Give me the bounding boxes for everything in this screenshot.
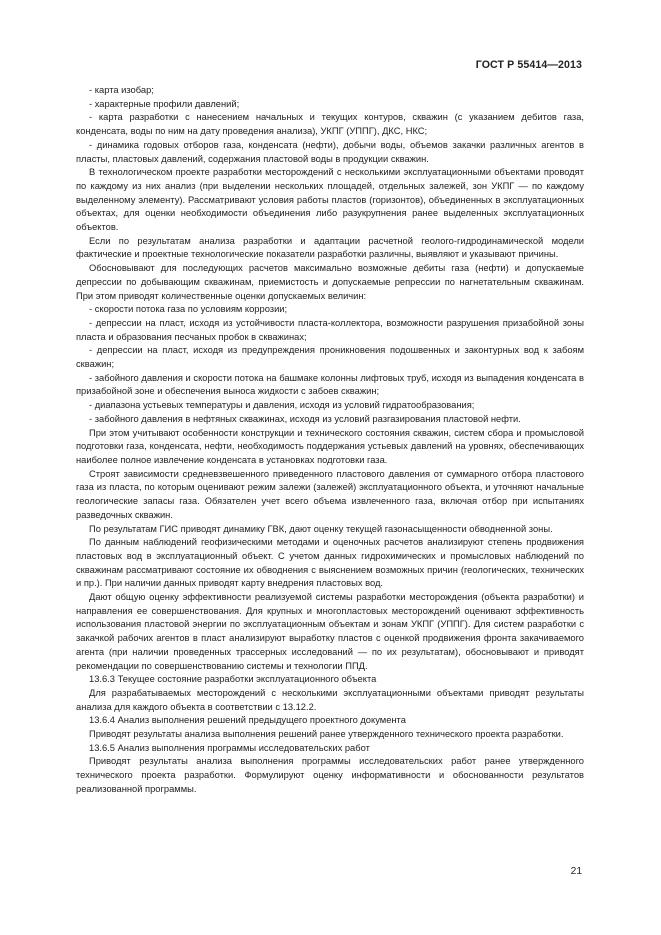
document-body (76, 84, 584, 797)
paragraph: Приводят результаты анализа выполнения решений ранее утвержденного технического проекта разработки. (89, 729, 564, 740)
list-item-production-dynamics: - динамика годовых отборов газа, конденсата (нефти), добычи воды, объемов закачки различных агентов в пласты, пластовых давлений, содержания пластовой воды в продукции скважин. (76, 139, 584, 164)
section-heading-13-6-4: 13.6.4 Анализ выполнения решений предыдущего проектного документа (89, 715, 406, 726)
page-number: 21 (570, 866, 582, 877)
paragraph: Если по результатам анализа разработки и адаптации расчетной геолого-гидродинамической модели фактические и проектные технологические показатели разработки различны, выявляют и указывают причины. (76, 235, 584, 260)
paragraph: Дают общую оценку эффективности реализуемой системы разработки месторождения (объекта разработки) и направления ее совершенствования. Для крупных и многопластовых месторождений оценивают эффективность использования пластовой энергии по эксплуатационным объектам и зонам УКПГ (УППГ). Для систем разработки с закачкой рабочих агентов в пласт анализируют выработку пластов с оценкой продвижения фронта закачиваемого агента (при наличии проведенных трассерных исследований — по их результатам), обосновывают и приводят рекомендации по совершенствованию системы и технологии ППД. (76, 592, 584, 671)
paragraph: Приводят результаты анализа выполнения программы исследовательских работ ранее утвержденного технического проекта разработки. Формулируют оценку информативности и обоснованности результатов реализованной программы. (76, 756, 584, 794)
list-item: - депрессии на пласт, исходя из устойчивости пласта-коллектора, возможности разрушения призабойной зоны пласта и образования песчаных пробок в скважинах; (76, 317, 584, 342)
list-item-isobar-map: - карта изобар; (89, 85, 154, 95)
list-item-development-map: - карта разработки с нанесением начальных и текущих контуров, скважин (с указанием дебитов газа, конденсата, воды по ним на дату проведения анализа), УКПГ (УППГ), ДКС, НКС; (76, 112, 584, 137)
paragraph: Строят зависимости средневзвешенного приведенного пластового давления от суммарного отбора пластового газа из пласта, по которым оценивают режим залежи (залежей) эксплуатационного объекта, и уточняют начальные геологические запасы газа. Обязателен учет всего объема извлеченного газа, включая отбор при испытаниях разведочных скважин. (76, 468, 584, 520)
section-heading-13-6-3: 13.6.3 Текущее состояние разработки эксплуатационного объекта (89, 674, 377, 685)
list-item: - забойного давления в нефтяных скважинах, исходя из условий разгазирования пластовой нефти. (89, 413, 521, 424)
paragraph: По данным наблюдений геофизическими методами и оценочных расчетов анализируют степень продвижения пластовых вод в эксплуатационный объект. С учетом данных гидрохимических и промысловых наблюдений по скважинам рассматривают состояние их обводнения с выяснением возможных причин (геологических, технических и пр.). При наличии данных приводят карту внедрения пластовых вод. (76, 537, 584, 589)
standard-header: ГОСТ Р 55414—2013 (475, 59, 582, 71)
paragraph: Обосновывают для последующих расчетов максимально возможные дебиты газа (нефти) и допускаемые депрессии по добывающим скважинам, приемистость и допускаемые репрессии по нагнетательным скважинам. При этом приводят количественные оценки допускаемых величин: (76, 263, 584, 301)
paragraph: В технологическом проекте разработки месторождений с несколькими эксплуатационными объектами проводят по каждому из них анализ (при выделении нескольких площадей, отдельных залежей, зон УКПГ — по каждому выделенному элементу). Рассматривают условия работы пластов (горизонтов), объединенных в эксплуатационных объектах, для оценки необходимости объединения либо разукрупнения ранее выделенных эксплуатационных объектов. (76, 167, 584, 233)
list-item: - забойного давления и скорости потока на башмаке колонны лифтовых труб, исходя из выпадения конденсата в призабойной зоне и обеспечения выноса жидкости с забоев скважин; (76, 372, 584, 397)
list-item: - депрессии на пласт, исходя из предупреждения проникновения подошвенных и законтурных вод к забоям скважин; (76, 345, 584, 370)
list-item: - скорости потока газа по условиям коррозии; (89, 304, 288, 315)
list-item: - диапазона устьевых температуры и давления, исходя из условий гидратообразования; (89, 400, 475, 411)
list-item-pressure-profiles: - характерные профили давлений; (89, 98, 240, 109)
paragraph: Для разрабатываемых месторождений с несколькими эксплуатационными объектами приводят результаты анализа для каждого объекта в соответствии с 13.12.2. (76, 687, 584, 712)
paragraph: При этом учитывают особенности конструкции и технического состояния скважин, систем сбора и промысловой подготовки газа, конденсата, нефти, необходимость поддержания устьевых давлений на уровнях, обеспечивающих наиболее полное извлечение конденсата в установках подготовки газа. (76, 427, 584, 465)
section-heading-13-6-5: 13.6.5 Анализ выполнения программы исследовательских работ (89, 742, 370, 753)
paragraph: По результатам ГИС приводят динамику ГВК, дают оценку текущей газонасыщенности обводненной зоны. (89, 523, 553, 534)
